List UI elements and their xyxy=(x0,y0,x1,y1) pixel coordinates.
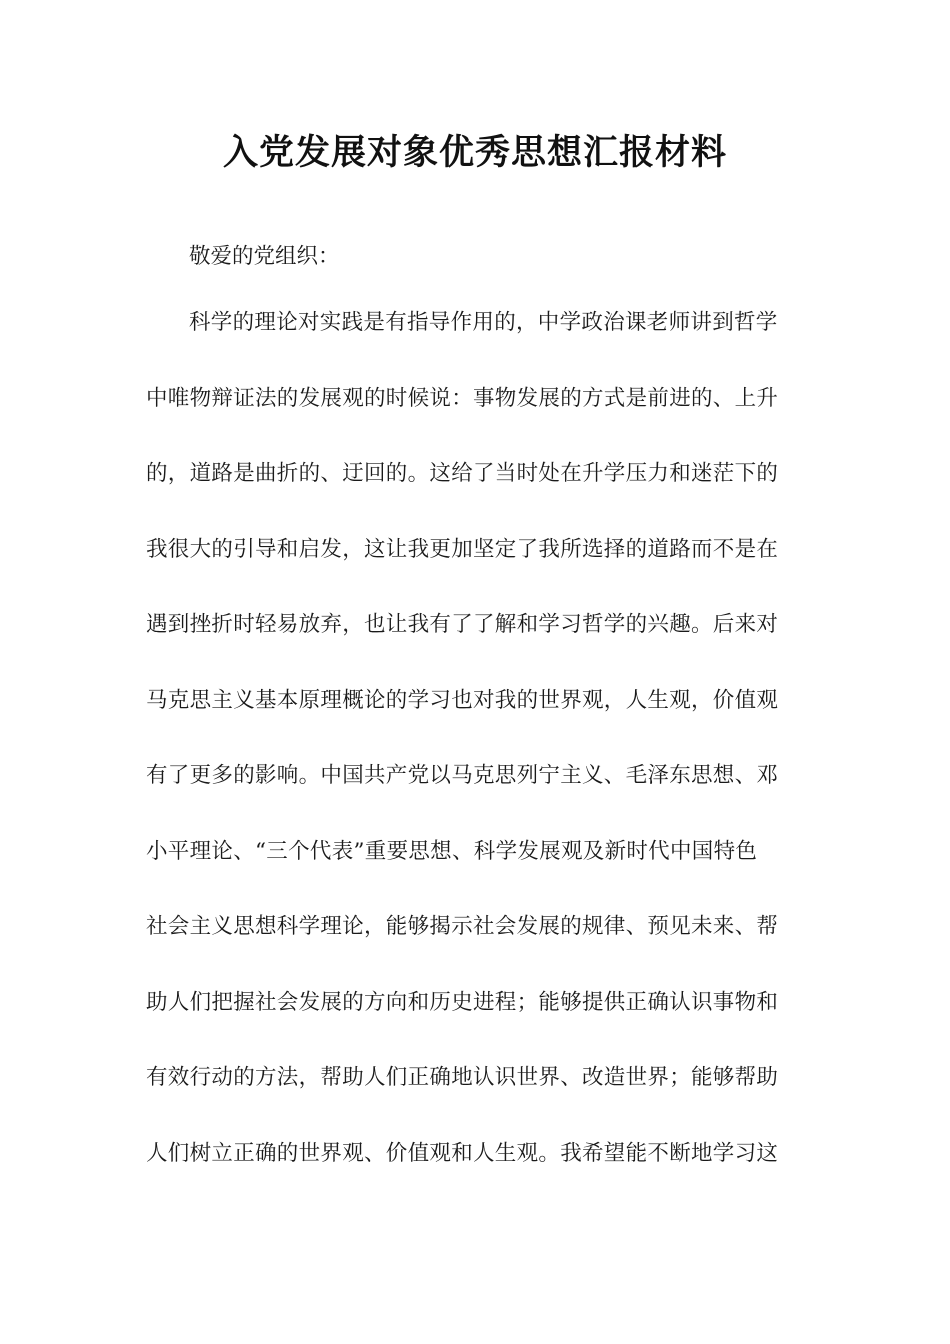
body-line: 社会主义思想科学理论，能够揭示社会发展的规律、预见未来、帮 xyxy=(146,914,779,939)
body-line: 人们树立正确的世界观、价值观和人生观。我希望能不断地学习这 xyxy=(146,1140,779,1166)
salutation: 敬爱的党组织： xyxy=(189,244,340,269)
body-line: 科学的理论对实践是有指导作用的，中学政治课老师讲到哲学 xyxy=(189,310,778,335)
body-text xyxy=(146,304,806,1210)
body-line: 遇到挫折时轻易放弃，也让我有了了解和学习哲学的兴趣。后来对 xyxy=(146,612,779,637)
body-line: 的，道路是曲折的、迂回的。这给了当时处在升学压力和迷茫下的 xyxy=(146,461,779,486)
body-line: 马克思主义基本原理概论的学习也对我的世界观，人生观，价值观 xyxy=(146,687,779,713)
body-line: 中唯物辩证法的发展观的时候说：事物发展的方式是前进的、上升 xyxy=(146,385,779,411)
document-title: 入党发展对象优秀思想汇报材料 xyxy=(222,133,727,173)
body-line: 有了更多的影响。中国共产党以马克思列宁主义、毛泽东思想、邓 xyxy=(146,763,779,788)
body-line: 有效行动的方法，帮助人们正确地认识世界、改造世界；能够帮助 xyxy=(146,1065,779,1090)
body-line: 我很大的引导和启发，这让我更加坚定了我所选择的道路而不是在 xyxy=(146,536,779,562)
body-line: 助人们把握社会发展的方向和历史进程；能够提供正确认识事物和 xyxy=(146,989,779,1015)
body-line: 小平理论、“三个代表”重要思想、科学发展观及新时代中国特色 xyxy=(146,838,758,864)
